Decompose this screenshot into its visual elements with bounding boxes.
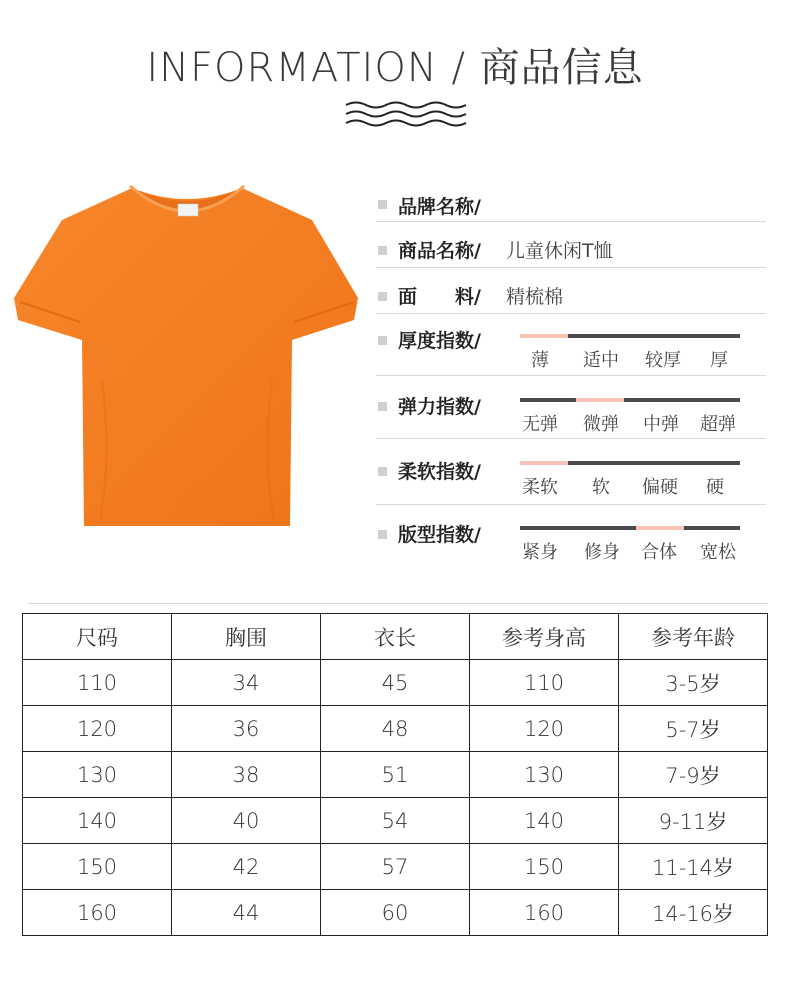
- table-row: [23, 890, 768, 936]
- table-cell: 150: [470, 844, 619, 890]
- bullet-icon: [378, 200, 387, 209]
- attr-label: 弹力指数/: [398, 396, 481, 418]
- scale-option: 较厚: [645, 350, 681, 371]
- table-cell: 120: [23, 706, 172, 752]
- scale-option: 合体: [641, 542, 677, 563]
- table-row: [23, 752, 768, 798]
- softness-scale-bar: [520, 461, 740, 465]
- bullet-icon: [378, 246, 387, 255]
- table-row: [23, 660, 768, 706]
- bullet-icon: [378, 530, 387, 539]
- table-cell: 36: [172, 706, 321, 752]
- page-title: INFORMATION / 商品信息: [146, 45, 644, 91]
- scale-highlight: [636, 526, 684, 530]
- scale-option: 硬: [706, 477, 724, 498]
- attr-value: 精梳棉: [506, 286, 564, 308]
- table-header-cell: 衣长: [321, 614, 470, 660]
- divider: [376, 313, 766, 314]
- elasticity-scale-bar: [520, 398, 740, 402]
- table-cell: 14-16岁: [619, 890, 768, 936]
- attr-label: 商品名称/: [398, 240, 481, 262]
- table-cell: 48: [321, 706, 470, 752]
- table-row: [23, 798, 768, 844]
- scale-option: 适中: [583, 350, 619, 371]
- bullet-icon: [378, 467, 387, 476]
- table-cell: 9-11岁: [619, 798, 768, 844]
- divider: [376, 221, 766, 222]
- attr-label: 版型指数/: [398, 524, 481, 546]
- table-cell: 42: [172, 844, 321, 890]
- table-cell: 160: [470, 890, 619, 936]
- table-cell: 7-9岁: [619, 752, 768, 798]
- size-chart-table: [22, 613, 768, 936]
- attr-label: 柔软指数/: [398, 461, 481, 483]
- scale-option: 修身: [584, 542, 620, 563]
- section-divider: [28, 603, 768, 604]
- table-cell: 44: [172, 890, 321, 936]
- thickness-scale-bar: [520, 334, 740, 338]
- divider: [376, 438, 766, 439]
- table-cell: 140: [23, 798, 172, 844]
- table-cell: 110: [470, 660, 619, 706]
- scale-option: 微弹: [583, 414, 619, 435]
- scale-option: 超弹: [700, 414, 736, 435]
- table-cell: 130: [23, 752, 172, 798]
- bullet-icon: [378, 292, 387, 301]
- wave-divider-icon: [344, 100, 468, 128]
- divider: [376, 504, 766, 505]
- table-header-cell: 胸围: [172, 614, 321, 660]
- table-cell: 54: [321, 798, 470, 844]
- scale-option: 柔软: [522, 477, 558, 498]
- table-cell: 120: [470, 706, 619, 752]
- attr-label: 品牌名称/: [398, 196, 481, 218]
- scale-option: 偏硬: [642, 477, 678, 498]
- table-cell: 51: [321, 752, 470, 798]
- bullet-icon: [378, 336, 387, 345]
- table-cell: 150: [23, 844, 172, 890]
- tshirt-product-image: [12, 180, 362, 530]
- table-cell: 40: [172, 798, 321, 844]
- table-cell: 130: [470, 752, 619, 798]
- scale-option: 无弹: [522, 414, 558, 435]
- scale-option: 厚: [710, 350, 728, 371]
- table-cell: 160: [23, 890, 172, 936]
- table-row: [23, 706, 768, 752]
- scale-highlight: [576, 398, 624, 402]
- scale-highlight: [520, 334, 568, 338]
- table-cell: 5-7岁: [619, 706, 768, 752]
- divider: [376, 375, 766, 376]
- table-header-cell: 尺码: [23, 614, 172, 660]
- fit-scale-bar: [520, 526, 740, 530]
- table-row: [23, 844, 768, 890]
- table-cell: 3-5岁: [619, 660, 768, 706]
- divider: [376, 267, 766, 268]
- attr-value: 儿童休闲T恤: [506, 240, 613, 262]
- scale-highlight: [520, 461, 568, 465]
- table-cell: 11-14岁: [619, 844, 768, 890]
- table-cell: 110: [23, 660, 172, 706]
- table-cell: 34: [172, 660, 321, 706]
- scale-option: 紧身: [522, 542, 558, 563]
- table-header-cell: 参考年龄: [619, 614, 768, 660]
- bullet-icon: [378, 402, 387, 411]
- table-header-row: [23, 614, 768, 660]
- table-cell: 140: [470, 798, 619, 844]
- scale-option: 宽松: [700, 542, 736, 563]
- scale-option: 薄: [531, 350, 549, 371]
- attr-label: 厚度指数/: [398, 330, 481, 352]
- table-cell: 38: [172, 752, 321, 798]
- table-cell: 45: [321, 660, 470, 706]
- table-cell: 57: [321, 844, 470, 890]
- table-header-cell: 参考身高: [470, 614, 619, 660]
- attr-label: 面 料/: [398, 286, 481, 308]
- table-cell: 60: [321, 890, 470, 936]
- scale-option: 中弹: [643, 414, 679, 435]
- scale-option: 软: [592, 477, 610, 498]
